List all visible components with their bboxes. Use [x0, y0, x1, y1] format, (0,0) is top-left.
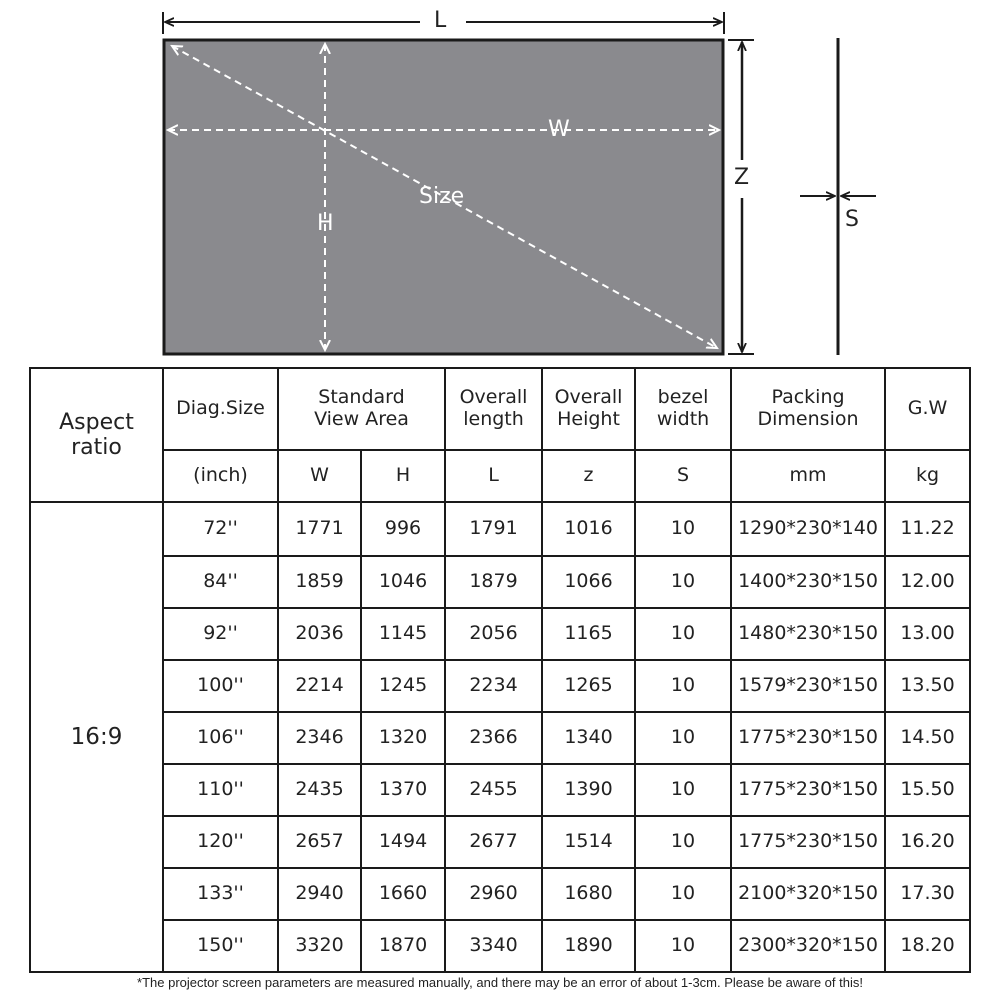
h-cell: 1046	[361, 556, 445, 608]
size-cell: 133''	[163, 868, 278, 920]
standard-view-area-header: Standard View Area	[278, 368, 445, 450]
l-cell: 1879	[445, 556, 542, 608]
l-header: L	[445, 450, 542, 502]
w-cell: 2346	[278, 712, 361, 764]
h-header: H	[361, 450, 445, 502]
w-cell: 3320	[278, 920, 361, 972]
w-cell: 1771	[278, 502, 361, 556]
l-cell: 1791	[445, 502, 542, 556]
z-cell: 1680	[542, 868, 635, 920]
packing-dimension-header: Packing Dimension	[731, 368, 885, 450]
gw-cell: 14.50	[885, 712, 970, 764]
l-cell: 2234	[445, 660, 542, 712]
s-cell: 10	[635, 920, 731, 972]
overall-height-header: Overall Height	[542, 368, 635, 450]
gw-cell: 11.22	[885, 502, 970, 556]
mm-header: mm	[731, 450, 885, 502]
s-cell: 10	[635, 556, 731, 608]
z-cell: 1514	[542, 816, 635, 868]
packing-cell: 2300*320*150	[731, 920, 885, 972]
table-row	[30, 868, 970, 920]
size-cell: 100''	[163, 660, 278, 712]
z-label: Z	[734, 165, 750, 190]
s-label: S	[845, 207, 859, 232]
table-row	[30, 502, 970, 556]
packing-cell: 1400*230*150	[731, 556, 885, 608]
packing-cell: 1579*230*150	[731, 660, 885, 712]
header-row-1	[30, 368, 970, 450]
size-cell: 72''	[163, 502, 278, 556]
table-row	[30, 660, 970, 712]
s-header: S	[635, 450, 731, 502]
w-label: W	[548, 117, 570, 142]
dimension-drawing	[0, 0, 1000, 365]
screen-dimension-diagram	[0, 0, 1000, 365]
gw-cell: 13.50	[885, 660, 970, 712]
h-cell: 1145	[361, 608, 445, 660]
packing-cell: 1775*230*150	[731, 712, 885, 764]
spec-table	[29, 367, 971, 973]
s-cell: 10	[635, 660, 731, 712]
h-cell: 1370	[361, 764, 445, 816]
bezel-width-header: bezel width	[635, 368, 731, 450]
w-cell: 1859	[278, 556, 361, 608]
l-cell: 2056	[445, 608, 542, 660]
l-label: L	[434, 8, 447, 33]
s-cell: 10	[635, 868, 731, 920]
footnote: *The projector screen parameters are measured manually, and there may be an error of about 1-3cm. Please be aware of this!	[137, 975, 863, 990]
gw-cell: 13.00	[885, 608, 970, 660]
s-cell: 10	[635, 816, 731, 868]
z-cell: 1066	[542, 556, 635, 608]
z-cell: 1390	[542, 764, 635, 816]
z-cell: 1890	[542, 920, 635, 972]
table-row	[30, 920, 970, 972]
gw-cell: 16.20	[885, 816, 970, 868]
w-header: W	[278, 450, 361, 502]
gw-cell: 18.20	[885, 920, 970, 972]
packing-cell: 1290*230*140	[731, 502, 885, 556]
header-row-2	[30, 450, 970, 502]
s-cell: 10	[635, 764, 731, 816]
l-cell: 2677	[445, 816, 542, 868]
w-cell: 2657	[278, 816, 361, 868]
h-cell: 1660	[361, 868, 445, 920]
diag-unit-header: (inch)	[163, 450, 278, 502]
table-row	[30, 712, 970, 764]
gw-cell: 15.50	[885, 764, 970, 816]
aspect-ratio-value: 16:9	[30, 502, 163, 972]
table-row	[30, 764, 970, 816]
h-cell: 1494	[361, 816, 445, 868]
h-label: H	[317, 211, 334, 236]
kg-header: kg	[885, 450, 970, 502]
gw-header: G.W	[885, 368, 970, 450]
aspect-ratio-header: Aspect ratio	[30, 368, 163, 502]
packing-cell: 1775*230*150	[731, 816, 885, 868]
h-cell: 1870	[361, 920, 445, 972]
diag-size-header: Diag.Size	[163, 368, 278, 450]
size-cell: 92''	[163, 608, 278, 660]
size-cell: 120''	[163, 816, 278, 868]
packing-cell: 1775*230*150	[731, 764, 885, 816]
table-row	[30, 608, 970, 660]
s-cell: 10	[635, 712, 731, 764]
z-cell: 1016	[542, 502, 635, 556]
size-cell: 110''	[163, 764, 278, 816]
table-row	[30, 816, 970, 868]
packing-cell: 2100*320*150	[731, 868, 885, 920]
l-cell: 2960	[445, 868, 542, 920]
w-cell: 2214	[278, 660, 361, 712]
gw-cell: 17.30	[885, 868, 970, 920]
s-cell: 10	[635, 608, 731, 660]
gw-cell: 12.00	[885, 556, 970, 608]
w-cell: 2036	[278, 608, 361, 660]
size-cell: 106''	[163, 712, 278, 764]
packing-cell: 1480*230*150	[731, 608, 885, 660]
table-row	[30, 556, 970, 608]
size-cell: 150''	[163, 920, 278, 972]
z-cell: 1165	[542, 608, 635, 660]
w-cell: 2435	[278, 764, 361, 816]
w-cell: 2940	[278, 868, 361, 920]
s-cell: 10	[635, 502, 731, 556]
l-cell: 3340	[445, 920, 542, 972]
z-cell: 1265	[542, 660, 635, 712]
l-cell: 2455	[445, 764, 542, 816]
h-cell: 1245	[361, 660, 445, 712]
z-header: z	[542, 450, 635, 502]
size-label: Size	[419, 184, 465, 209]
l-cell: 2366	[445, 712, 542, 764]
overall-length-header: Overall length	[445, 368, 542, 450]
h-cell: 1320	[361, 712, 445, 764]
h-cell: 996	[361, 502, 445, 556]
z-cell: 1340	[542, 712, 635, 764]
size-cell: 84''	[163, 556, 278, 608]
